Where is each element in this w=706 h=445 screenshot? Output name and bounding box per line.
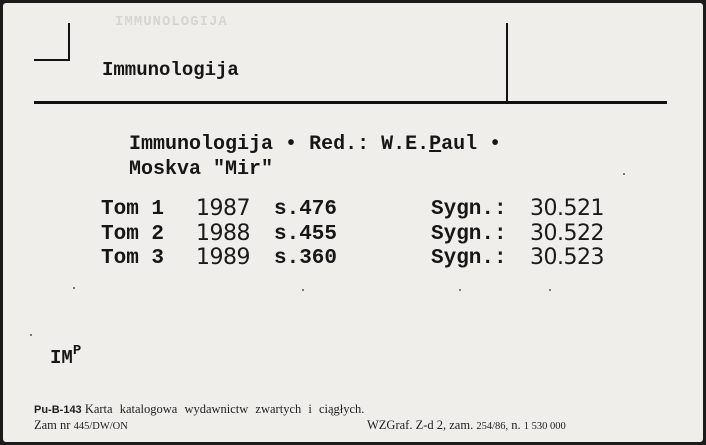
main-rule [34,101,667,104]
form-code: Pu-B-143 [34,404,82,416]
order-number: 445/DW/ON [73,421,128,432]
corner-mark-vertical [68,23,70,61]
title-line [129,133,501,156]
header-title: Immunologija [102,59,239,81]
place-publisher: Moskva "Mir" [129,158,274,181]
sygn-number: 30.521 [530,196,604,221]
print-run: 1 530 000 [523,421,566,432]
ghost-imprint: IMMUNOLOGIJA [115,14,228,30]
separator-dot: • [285,133,298,156]
volume-year: 1987 [196,196,250,221]
printer-order: 254/86, [476,421,509,432]
volume-label: Tom 1 [101,198,165,221]
editor-name: W.E.Paul [381,133,478,156]
catalog-card [3,3,703,442]
imp-stamp: $IM^P$ [50,343,82,369]
dust-speck [623,173,625,175]
volume-pages: s.360 [274,247,338,270]
dust-speck [30,334,32,336]
order-line [34,418,128,433]
printer-line [367,418,566,433]
dust-speck [302,289,304,291]
printer: WZGraf. Z-d 2, zam. [367,418,474,432]
form-title: Karta katalogowa wydawnictw zwartych i ciągłych. [84,402,365,416]
volume-label: Tom 2 [101,223,165,246]
volume-label: Tom 3 [101,247,165,270]
sygn-number: 30.522 [530,221,604,246]
volume-pages: s.455 [274,223,338,246]
order-prefix: Zam nr [34,418,71,432]
corner-mark-horizontal [34,59,70,61]
sygn-label: Sygn.: [431,223,507,246]
editor-label: Red.: [309,133,370,156]
sygn-label: Sygn.: [431,247,507,270]
header-divider [506,23,508,101]
book-title: Immunologija [129,133,274,156]
sygn-number: 30.523 [530,245,604,270]
dust-speck [549,289,551,291]
dust-speck [73,287,75,289]
dust-speck [459,289,461,291]
volume-year: 1989 [196,245,250,270]
volume-year: 1988 [196,221,250,246]
separator-dot: • [489,133,502,156]
form-line [34,402,364,417]
sygn-label: Sygn.: [431,198,507,221]
volume-pages: s.476 [274,198,338,221]
print-run-prefix: n. [511,418,521,432]
